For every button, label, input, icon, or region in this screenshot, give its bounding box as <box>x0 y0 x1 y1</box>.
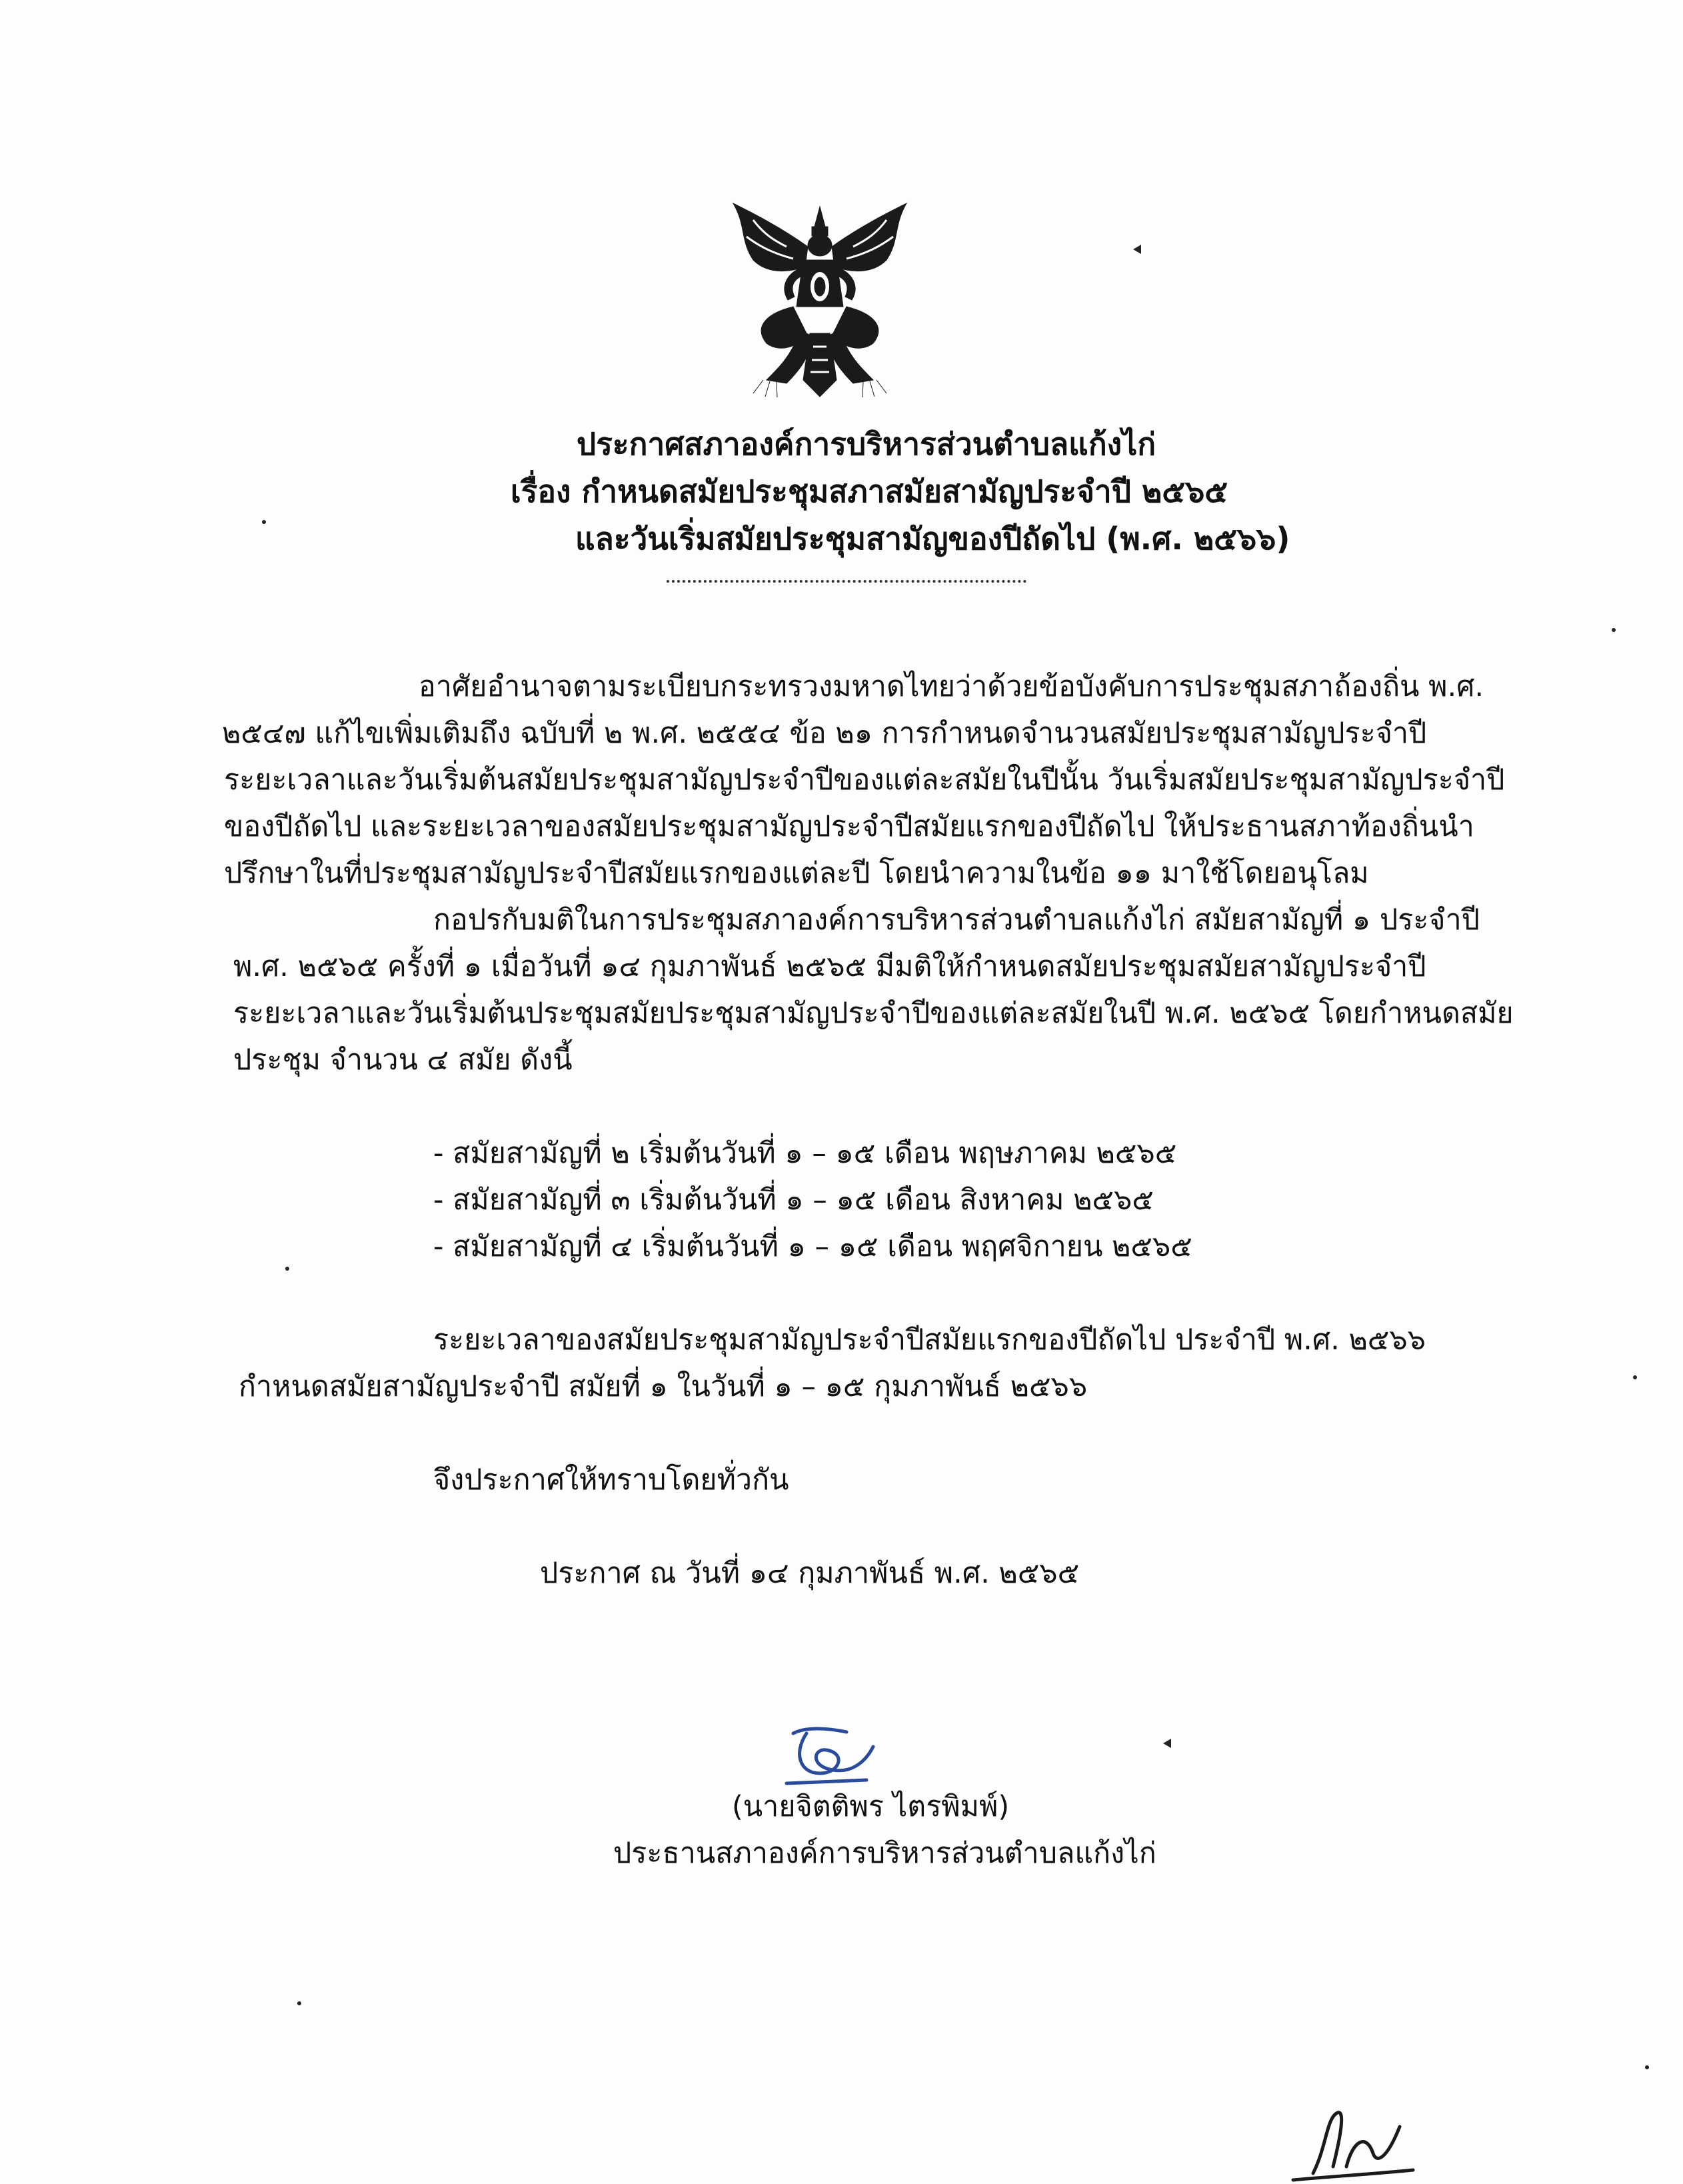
paragraph-1-line-2: ๒๕๔๗ แก้ไขเพิ่มเติมถึง ฉบับที่ ๒ พ.ศ. ๒๕๕๔ ข้อ ๒๑ การกำหนดจำนวนสมัยประชุมสามัญประจำปี <box>222 717 1427 750</box>
paragraph-1-line-5: ปรึกษาในที่ประชุมสามัญประจำปีสมัยแรกของแต่ละปี โดยนำความในข้อ ๑๑ มาใช้โดยอนุโลม <box>224 857 1369 890</box>
paragraph-1-line-4: ของปีถัดไป และระยะเวลาของสมัยประชุมสามัญประจำปีสมัยแรกของปีถัดไป ให้ประธานสภาท้องถิ่นนำ <box>224 810 1474 843</box>
garuda-emblem-icon <box>727 200 913 400</box>
session-item-2: - สมัยสามัญที่ ๒ เริ่มต้นวันที่ ๑ – ๑๕ เดือน พฤษภาคม ๒๕๖๕ <box>433 1137 1177 1170</box>
scan-speck <box>1612 628 1616 632</box>
announcement-title: ประกาศสภาองค์การบริหารส่วนตำบลแก้งไก่ <box>577 426 1156 462</box>
session-item-3: - สมัยสามัญที่ ๓ เริ่มต้นวันที่ ๑ – ๑๕ เดือน สิงหาคม ๒๕๖๕ <box>433 1183 1154 1217</box>
header-divider <box>667 580 1026 583</box>
scan-mark <box>1163 1739 1171 1748</box>
closing-statement: จึงประกาศให้ทราบโดยทั่วกัน <box>433 1463 789 1497</box>
paragraph-2-line-3: ระยะเวลาและวันเริ่มต้นประชุมสมัยประชุมสามัญประจำปีของแต่ละสมัยในปี พ.ศ. ๒๕๖๕ โดยกำหนดสมัย <box>233 997 1514 1030</box>
paragraph-2-line-4: ประชุม จำนวน ๔ สมัย ดังนี้ <box>233 1043 573 1077</box>
scan-speck <box>285 1267 289 1271</box>
signatory-name: (นายจิตติพร ไตรพิมพ์) <box>732 1790 1010 1823</box>
paragraph-3-line-2: กำหนดสมัยสามัญประจำปี สมัยที่ ๑ ในวันที่ ๑ – ๑๕ กุมภาพันธ์ ๒๕๖๖ <box>239 1370 1088 1403</box>
signature-scribble <box>773 1720 880 1793</box>
paragraph-1-line-3: ระยะเวลาและวันเริ่มต้นสมัยประชุมสามัญประจำปีของแต่ละสมัยในปีนั้น วันเริ่มสมัยประชุมสามัญประจำปี <box>224 763 1505 797</box>
initials-scribble <box>1286 2100 1420 2184</box>
paragraph-2-line-1: กอปรกับมติในการประชุมสภาองค์การบริหารส่วนตำบลแก้งไก่ สมัยสามัญที่ ๑ ประจำปี <box>433 903 1480 937</box>
session-item-4: - สมัยสามัญที่ ๔ เริ่มต้นวันที่ ๑ – ๑๕ เดือน พฤศจิกายน ๒๕๖๕ <box>433 1230 1192 1263</box>
signatory-position: ประธานสภาองค์การบริหารส่วนตำบลแก้งไก่ <box>613 1837 1156 1870</box>
paragraph-3-line-1: ระยะเวลาของสมัยประชุมสามัญประจำปีสมัยแรกของปีถัดไป ประจำปี พ.ศ. ๒๕๖๖ <box>433 1323 1426 1357</box>
announcement-subject: เรื่อง กำหนดสมัยประชุมสภาสมัยสามัญประจำปี ๒๕๖๕ <box>511 473 1228 509</box>
announcement-date: ประกาศ ณ วันที่ ๑๔ กุมภาพันธ์ พ.ศ. ๒๕๖๕ <box>540 1557 1080 1590</box>
paragraph-2-line-2: พ.ศ. ๒๕๖๕ ครั้งที่ ๑ เมื่อวันที่ ๑๔ กุมภาพันธ์ ๒๕๖๕ มีมติให้กำหนดสมัยประชุมสมัยสามัญประจำปี <box>233 950 1426 983</box>
scan-speck <box>297 2001 301 2005</box>
scan-mark <box>1133 245 1141 254</box>
scan-speck <box>1633 1375 1637 1379</box>
announcement-subject-cont: และวันเริ่มสมัยประชุมสามัญของปีถัดไป (พ.ศ. ๒๕๖๖) <box>575 521 1290 557</box>
paragraph-1-line-1: อาศัยอำนาจตามระเบียบกระทรวงมหาดไทยว่าด้วยข้อบังคับการประชุมสภาถ้องถิ่น พ.ศ. <box>419 670 1484 703</box>
scan-speck <box>262 520 266 524</box>
scan-speck <box>1645 2065 1649 2069</box>
